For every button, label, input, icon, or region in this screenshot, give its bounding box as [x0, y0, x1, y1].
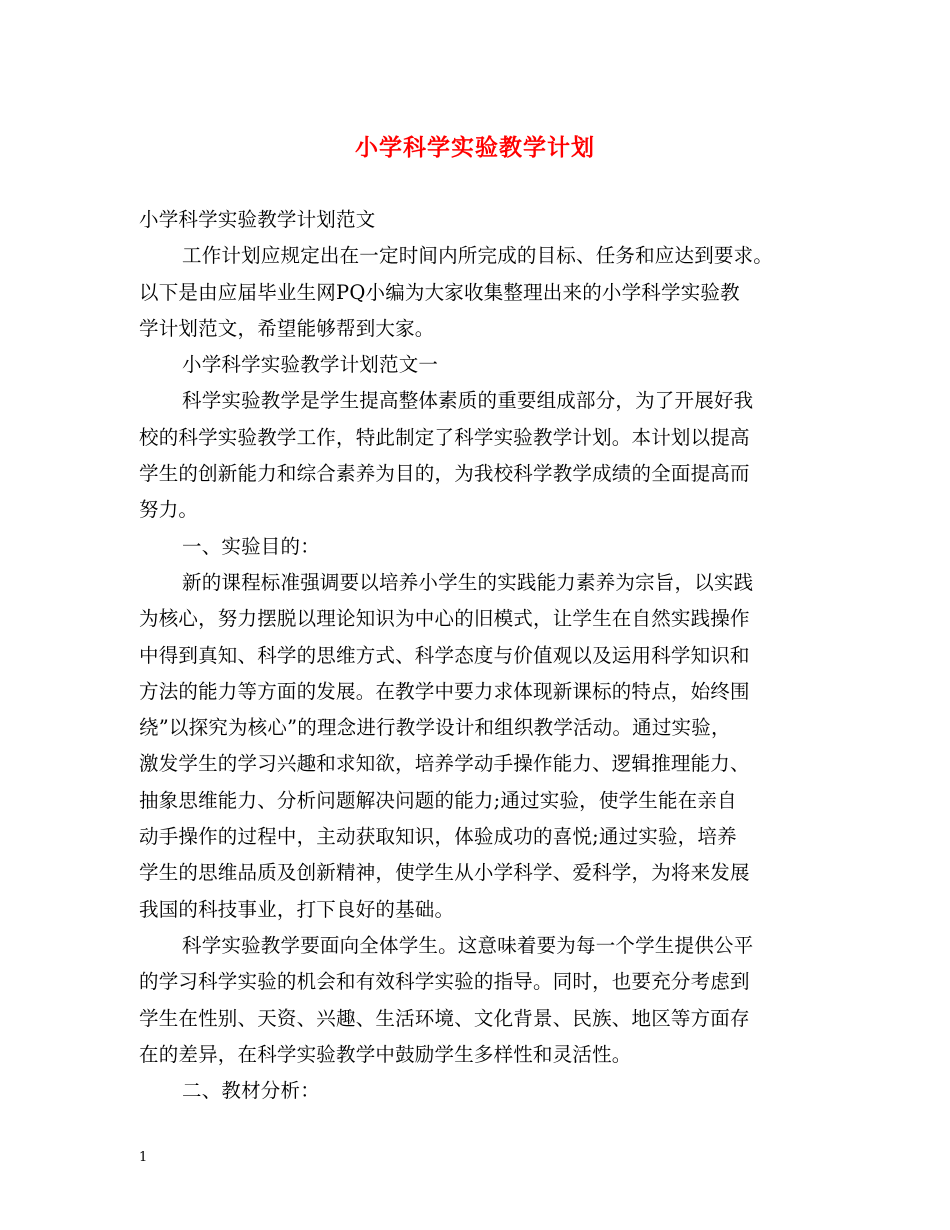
body-line: 学计划范文，希望能够帮到大家。 — [139, 316, 435, 340]
body-line: 抽象思维能力、分析问题解决问题的能力;通过实验，使学生能在亲自 — [139, 788, 737, 812]
body-line: 科学实验教学要面向全体学生。这意味着要为每一个学生提供公平 — [182, 933, 754, 957]
body-line: 以下是由应届毕业生网PQ小编为大家收集整理出来的小学科学实验教 — [139, 280, 740, 304]
body-line: 新的课程标准强调要以培养小学生的实践能力素养为宗旨，以实践 — [182, 570, 754, 594]
body-line: 方法的能力等方面的发展。在教学中要力求体现新课标的特点，始终围 — [139, 679, 750, 703]
body-line: 学生的创新能力和综合素养为目的，为我校科学教学成绩的全面提高而 — [139, 462, 750, 486]
page-number: 1 — [139, 1150, 148, 1165]
body-line: 努力。 — [139, 498, 199, 522]
body-line: 绕”以探究为核心”的理念进行教学设计和组织教学活动。通过实验， — [139, 716, 731, 740]
body-line: 学生在性别、天资、兴趣、生活环境、文化背景、民族、地区等方面存 — [139, 1006, 750, 1030]
body-line: 科学实验教学是学生提高整体素质的重要组成部分，为了开展好我 — [182, 389, 754, 413]
body-line: 激发学生的学习兴趣和求知欲，培养学动手操作能力、逻辑推理能力、 — [139, 752, 750, 776]
body-line: 中得到真知、科学的思维方式、科学态度与价值观以及运用科学知识和 — [139, 643, 750, 667]
body-line: 小学科学实验教学计划范文 — [139, 208, 376, 231]
body-line: 在的差异，在科学实验教学中鼓励学生多样性和灵活性。 — [139, 1042, 632, 1066]
body-line: 小学科学实验教学计划范文一 — [182, 353, 439, 377]
body-line: 的学习科学实验的机会和有效科学实验的指导。同时，也要充分考虑到 — [139, 970, 750, 994]
body-line: 学生的思维品质及创新精神，使学生从小学科学、爱科学，为将来发展 — [139, 861, 750, 885]
document-body — [139, 202, 819, 1109]
body-line: 二、教材分析： — [182, 1079, 320, 1103]
body-line: 校的科学实验教学工作，特此制定了科学实验教学计划。本计划以提高 — [139, 425, 750, 449]
body-line: 动手操作的过程中，主动获取知识，体验成功的喜悦;通过实验，培养 — [139, 825, 737, 849]
body-line: 为核心，努力摆脱以理论知识为中心的旧模式，让学生在自然实践操作 — [139, 607, 750, 631]
document-title: 小学科学实验教学计划 — [355, 134, 595, 161]
body-line: 一、实验目的： — [182, 534, 320, 558]
body-line: 我国的科技事业，打下良好的基础。 — [139, 897, 455, 921]
body-line: 工作计划应规定出在一定时间内所完成的目标、任务和应达到要求。 — [182, 244, 774, 268]
